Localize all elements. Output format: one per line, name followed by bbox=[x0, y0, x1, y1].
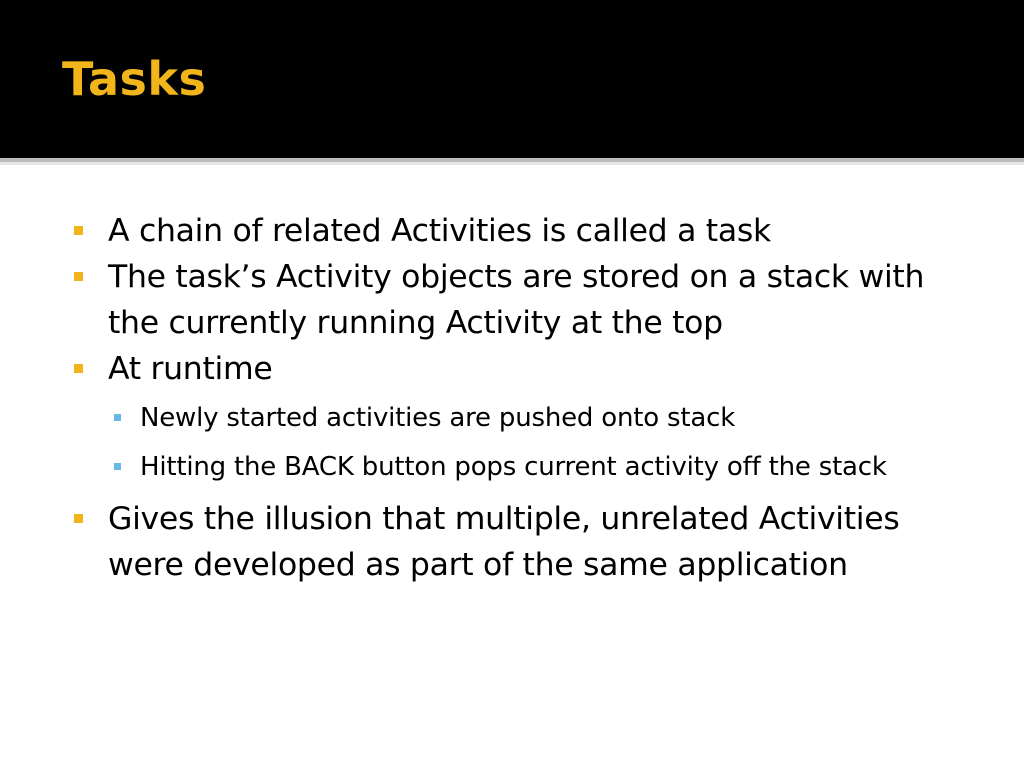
title-bar bbox=[0, 0, 1024, 158]
bullet-item bbox=[74, 254, 954, 346]
bullet-item bbox=[74, 496, 954, 588]
bullet-text: Gives the illusion that multiple, unrelated Activities were developed as part of the same application bbox=[108, 501, 900, 583]
title-divider-shadow bbox=[0, 162, 1024, 165]
bullet-item bbox=[74, 346, 954, 392]
sub-bullet-text: Hitting the BACK button pops current activity off the stack bbox=[140, 452, 887, 482]
sub-bullet-item bbox=[74, 398, 954, 438]
bullet-text: The task’s Activity objects are stored on a stack with the currently running Activity at the top bbox=[108, 259, 925, 341]
bullet-text: At runtime bbox=[108, 351, 273, 387]
sub-bullet-text: Newly started activities are pushed onto stack bbox=[140, 403, 736, 433]
small-square-bullet-icon bbox=[114, 463, 121, 470]
sub-bullet-list bbox=[74, 398, 954, 487]
square-bullet-icon bbox=[74, 226, 83, 235]
square-bullet-icon bbox=[74, 272, 83, 281]
bullet-item bbox=[74, 208, 954, 254]
sub-bullet-item bbox=[74, 447, 954, 487]
slide-title: Tasks bbox=[62, 52, 207, 106]
bullet-text: A chain of related Activities is called a task bbox=[108, 213, 771, 249]
square-bullet-icon bbox=[74, 514, 83, 523]
square-bullet-icon bbox=[74, 364, 83, 373]
small-square-bullet-icon bbox=[114, 414, 121, 421]
bullet-list bbox=[74, 208, 954, 588]
